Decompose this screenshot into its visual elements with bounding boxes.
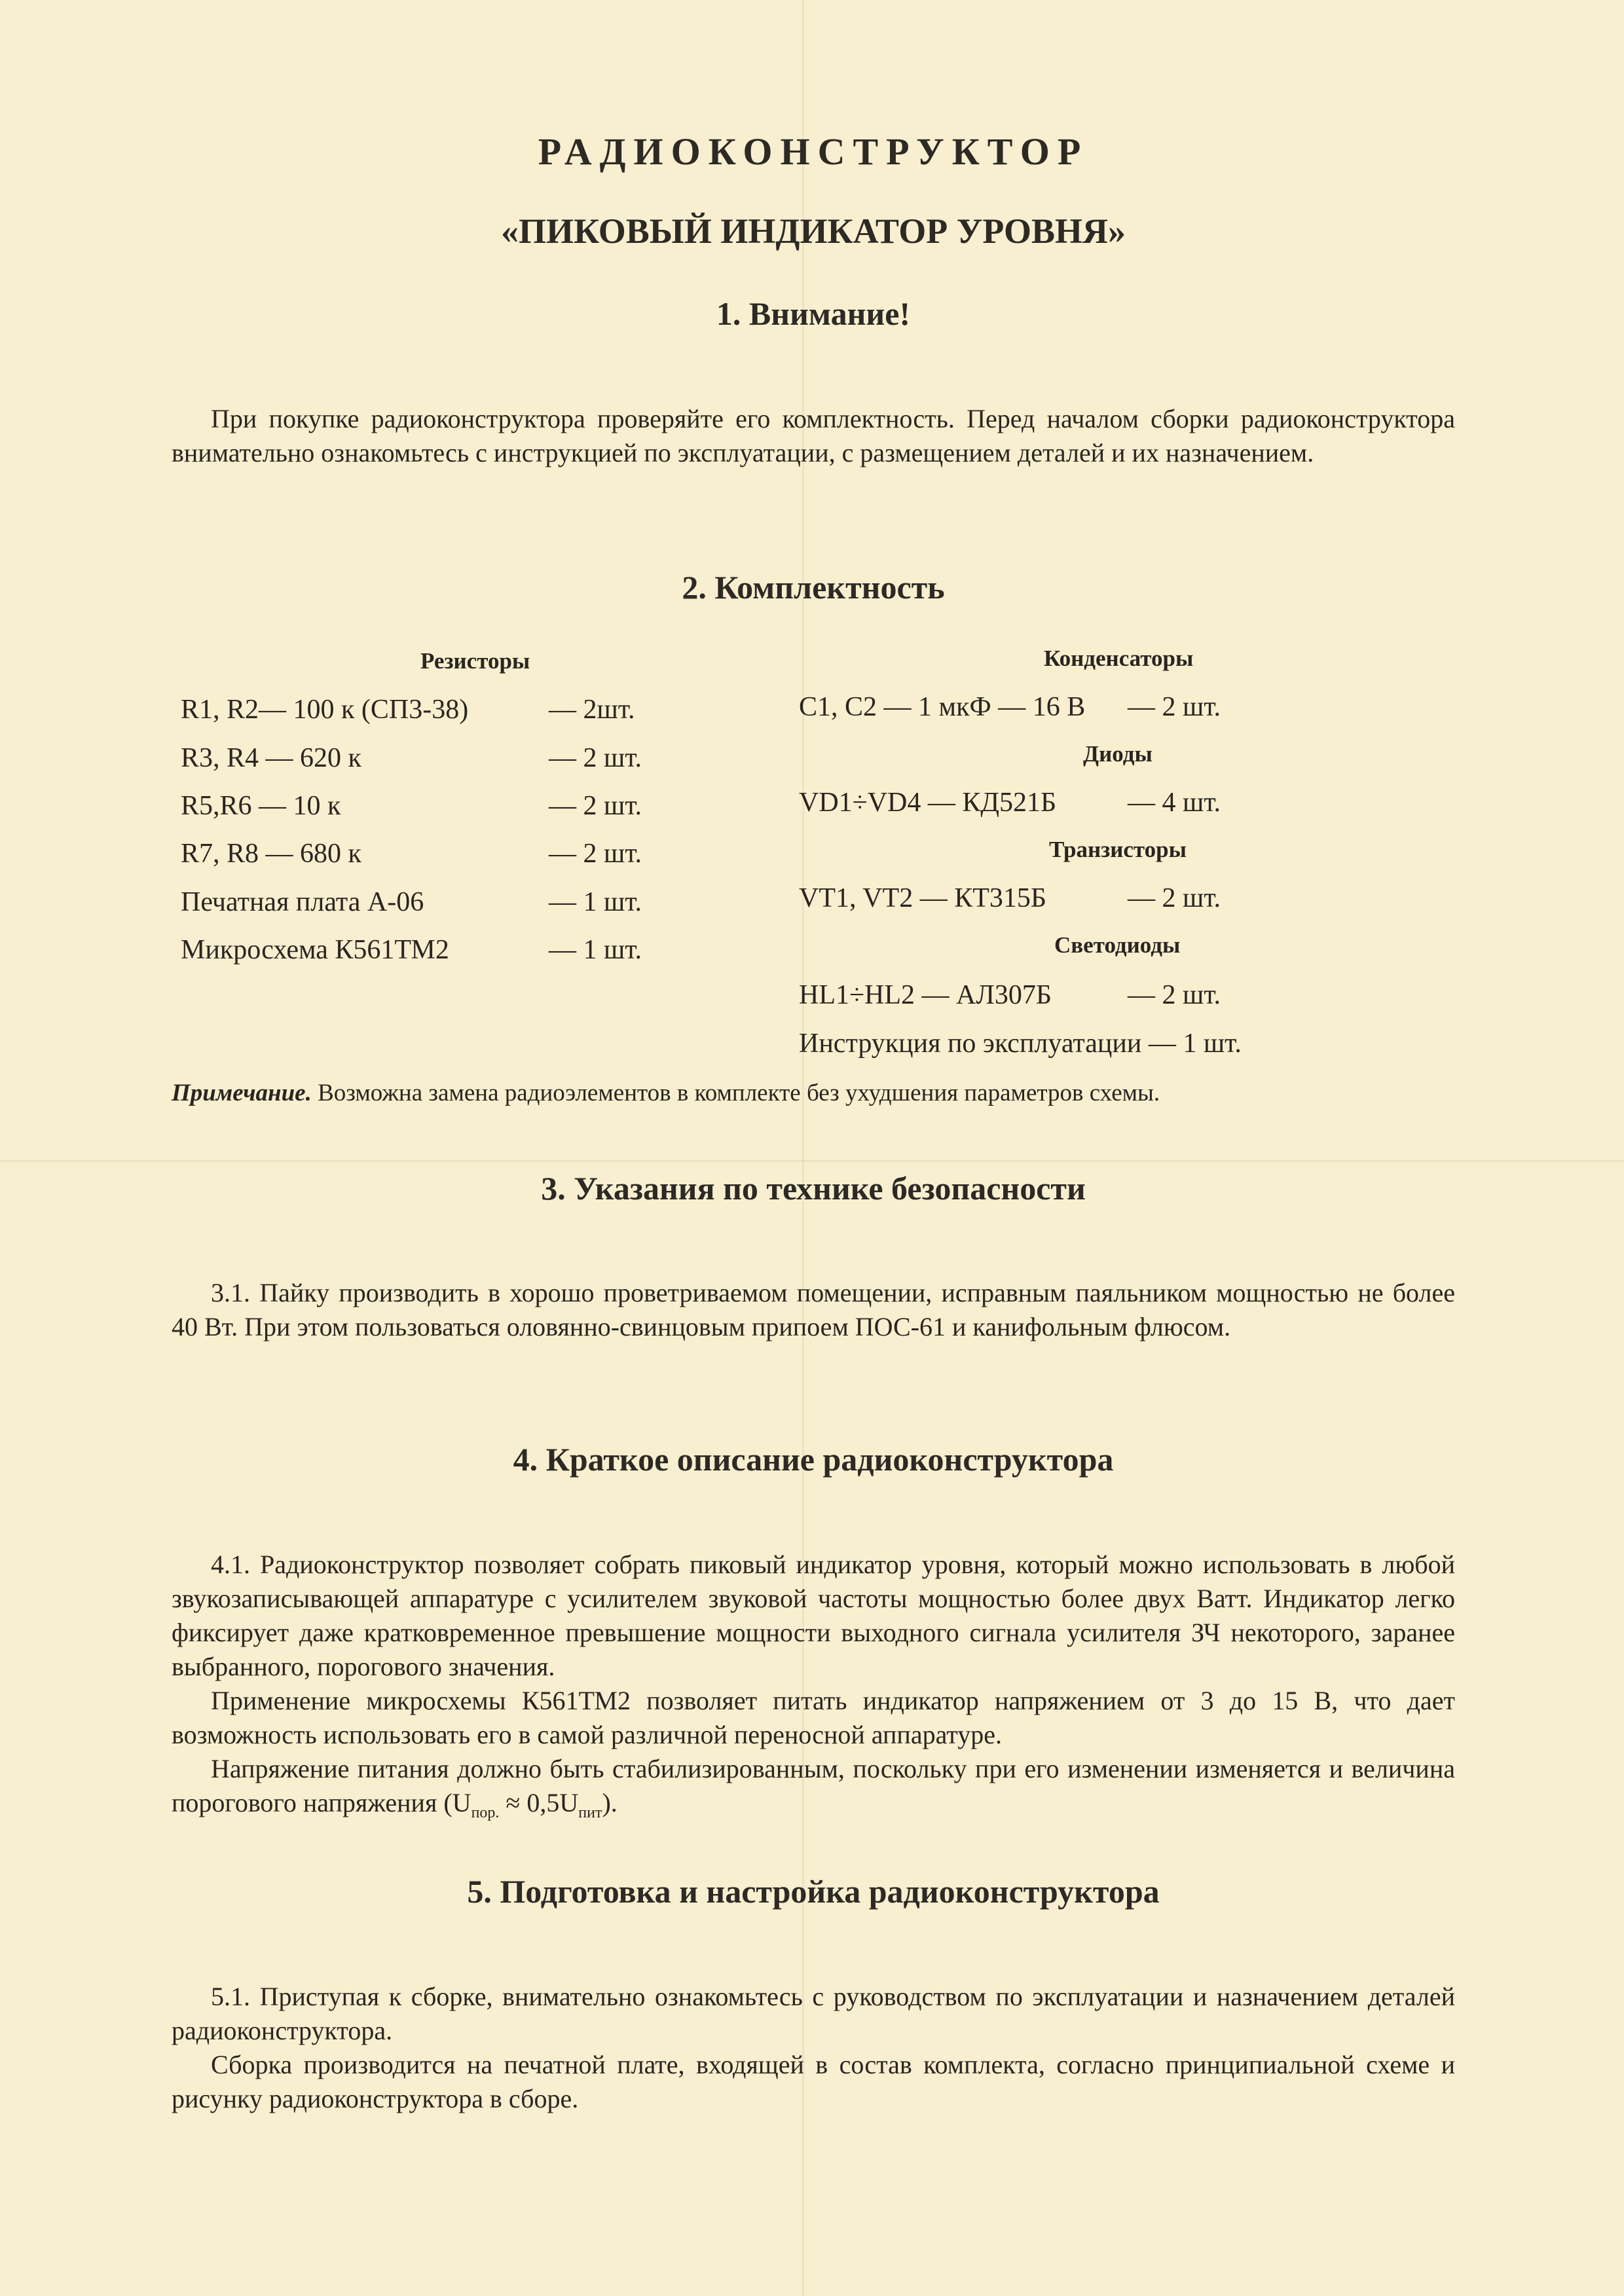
left-item-4-name: R7, R8 — 680 к	[181, 839, 361, 869]
u-threshold-sub: пор.	[471, 1804, 500, 1821]
section5-text	[172, 1980, 1455, 2116]
section1-paragraph: При покупке радиоконструктора проверяйте его комплектность. Перед началом сборки радиоконструктора внимательно ознакомьтесь с инструкцией по эксплуатации, с размещением деталей и их назначением.	[172, 404, 1455, 467]
capacitors-header: Конденсаторы	[1044, 646, 1194, 671]
left-item-2-qty: — 2 шт.	[549, 743, 642, 773]
left-item-3-name: R5,R6 — 10 к	[181, 791, 341, 821]
section5-paragraph-1: 5.1. Приступая к сборке, внимательно ознакомьтесь с руководством по эксплуатации и назначением деталей радиоконструктора.	[172, 1982, 1455, 2045]
section2-heading: 2. Комплектность	[682, 569, 945, 606]
note-text: Возможна замена радиоэлементов в комплекте без ухудшения параметров схемы.	[311, 1080, 1160, 1106]
paper-fold-horizontal	[0, 1160, 1624, 1162]
section4-p3-approx: ≈ 0,5U	[499, 1788, 579, 1817]
leds-name: HL1÷HL2 — АЛ307Б	[799, 980, 1052, 1010]
left-item-5-qty: — 1 шт.	[549, 887, 642, 917]
left-item-2-name: R3, R4 — 620 к	[181, 743, 361, 773]
section4-p3-text: Напряжение питания должно быть стабилизированным, поскольку при его изменении изменяется и величина порогового напряжения (U	[172, 1754, 1455, 1817]
section3-heading: 3. Указания по технике безопасности	[541, 1170, 1086, 1207]
section1-heading: 1. Внимание!	[716, 295, 911, 332]
transistors-name: VT1, VT2 — КТ315Б	[799, 883, 1046, 913]
diodes-name: VD1÷VD4 — КД521Б	[799, 788, 1057, 818]
section3-paragraph: 3.1. Пайку производить в хорошо проветриваемом помещении, исправным паяльником мощностью не более 40 Вт. При этом пользоваться оловянно-свинцовым припоем ПОС-61 и канифольным флюсом.	[172, 1278, 1455, 1341]
manual-item: Инструкция по эксплуатации — 1 шт.	[799, 1029, 1242, 1059]
transistors-header: Транзисторы	[1049, 837, 1187, 862]
resistors-header: Резисторы	[420, 648, 530, 674]
capacitors-qty: — 2 шт.	[1128, 692, 1221, 722]
section4-heading: 4. Краткое описание радиоконструктора	[513, 1441, 1114, 1478]
left-item-1-name: R1, R2— 100 к (СП3-38)	[181, 695, 469, 725]
leds-qty: — 2 шт.	[1128, 980, 1221, 1010]
note	[172, 1079, 1160, 1107]
paper-fold-vertical	[802, 0, 804, 2296]
leds-header: Светодиоды	[1054, 932, 1181, 958]
capacitors-name: C1, C2 — 1 мкФ — 16 В	[799, 692, 1086, 722]
section1-text	[172, 402, 1455, 470]
left-item-6-qty: — 1 шт.	[549, 935, 642, 965]
left-item-5-name: Печатная плата А-06	[181, 887, 424, 917]
section5-paragraph-2: Сборка производится на печатной плате, входящей в состав комплекта, согласно принципиальной схеме и рисунку радиоконструктора в сборе.	[172, 2050, 1455, 2113]
section4-paragraph-3	[172, 1752, 1455, 1830]
left-item-3-qty: — 2 шт.	[549, 791, 642, 821]
left-item-4-qty: — 2 шт.	[549, 839, 642, 869]
section5-heading: 5. Подготовка и настройка радиоконструктора	[467, 1873, 1160, 1910]
left-item-6-name: Микросхема К561ТМ2	[181, 935, 449, 965]
left-item-1-qty: — 2шт.	[549, 695, 635, 725]
section4-paragraph-2: Применение микросхемы К561ТМ2 позволяет питать индикатор напряжением от 3 до 15 В, что дает возможность использовать его в самой различной переносной аппаратуре.	[172, 1686, 1455, 1749]
diodes-header: Диоды	[1083, 741, 1153, 767]
section3-text	[172, 1276, 1455, 1344]
section4-paragraph-1: 4.1. Радиоконструктор позволяет собрать пиковый индикатор уровня, который можно использовать в любой звукозаписывающей аппаратуре с усилителем звуковой частоты мощностью более двух Ватт. Индикатор легко фиксирует даже кратковременное превышение мощности выходного сигнала усилителя ЗЧ некоторого, заранее выбранного, порогового значения.	[172, 1550, 1455, 1681]
u-supply-sub: пит	[578, 1804, 602, 1821]
document-subtitle: «ПИКОВЫЙ ИНДИКАТОР УРОВНЯ»	[500, 211, 1126, 251]
document-title: РАДИОКОНСТРУКТОР	[538, 130, 1089, 173]
section4-p3-end: ).	[602, 1788, 618, 1817]
diodes-qty: — 4 шт.	[1128, 788, 1221, 818]
transistors-qty: — 2 шт.	[1128, 883, 1221, 913]
note-label: Примечание.	[172, 1080, 312, 1106]
section4-text	[172, 1548, 1455, 1830]
